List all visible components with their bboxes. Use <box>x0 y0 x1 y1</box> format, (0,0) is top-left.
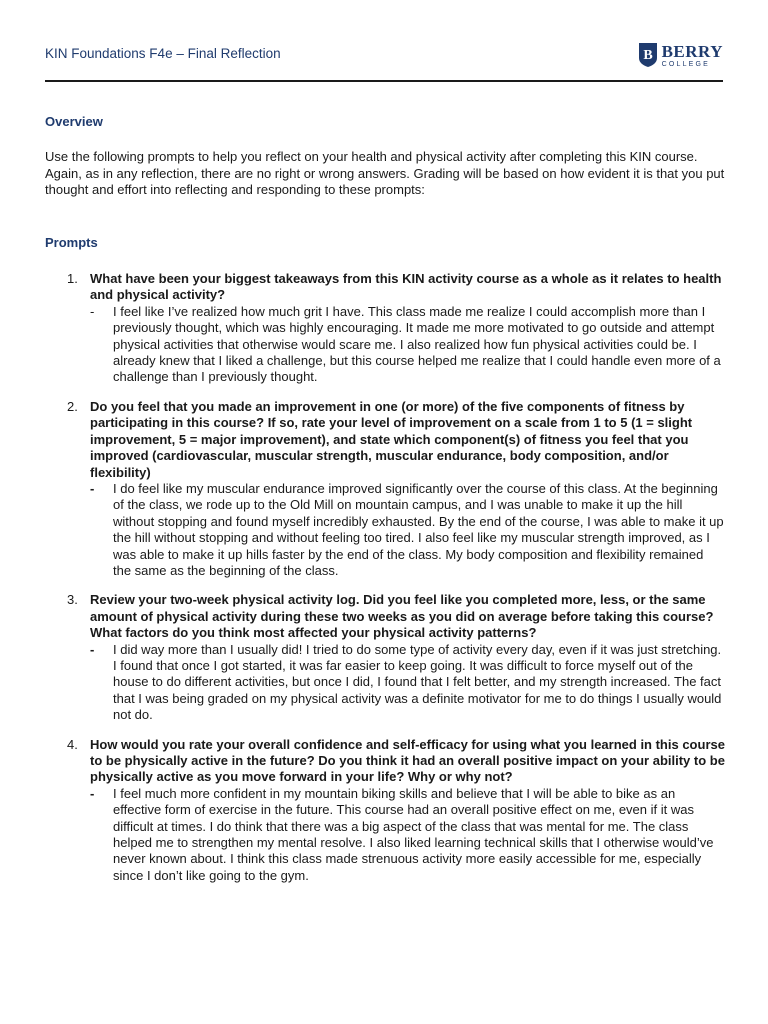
prompt-number: 2. <box>67 398 78 414</box>
prompt-answer <box>90 304 725 386</box>
prompt-item <box>45 737 725 885</box>
logo-name: BERRY <box>661 41 723 61</box>
answer-bullet: - <box>90 641 95 657</box>
prompt-number: 1. <box>67 271 78 287</box>
logo-letter: B <box>642 48 653 63</box>
shield-logo-icon <box>638 42 658 68</box>
prompt-question: Do you feel that you made an improvement in one (or more) of the five components of fitness by participating in this course? If so, rate your level of improvement on a scale from 1 to 5 (1 = slight improvement, 5 = major improvement), and state which component(s) of fitness you feel that you improved (cardiovascular, muscular strength, muscular endurance, body composition, and/or flexibility) <box>90 398 693 480</box>
prompt-question: What have been your biggest takeaways from this KIN activity course as a whole as it relates to health and physical activity? <box>90 271 722 303</box>
answer-bullet: - <box>90 480 95 496</box>
answer-text: I do feel like my muscular endurance improved significantly over the course of this class. At the beginning of the class, we rode up to the Old Mill on mountain campus, and I was unable to make it up the hill without stopping and found myself incredibly exhausted. By the end of the course, I was able to make it up the hill without stopping and without feeling too tired. I also feel like my muscular strength improved, as I was able to make it up hills faster by the end of the class. My body composition and flexibility remained the same as the beginning of the class. <box>113 480 724 578</box>
prompt-number: 4. <box>67 736 78 752</box>
answer-text: I did way more than I usually did! I tried to do some type of activity every day, even if it was just stretching. I found that once I got started, it was far easier to keep going. It was difficult to force myself out of the house to do different activities, but once I did, I found that I felt better, and my strength increased. The fact that I was being graded on my physical activity was a definite motivator for me to do things I usually would not do. <box>113 641 722 723</box>
prompt-answer <box>90 642 725 724</box>
overview-paragraph: Use the following prompts to help you reflect on your health and physical activity after completing this KIN course. Again, as in any reflection, there are no right or wrong answers. Grading will be based on how evident it is that you put thought and effort into reflecting and responding to these prompts: <box>45 149 725 198</box>
answer-bullet: - <box>90 303 95 319</box>
prompt-answer <box>90 786 725 884</box>
prompt-list <box>45 271 725 884</box>
prompt-item <box>45 592 725 723</box>
prompts-heading: Prompts <box>45 234 98 250</box>
overview-heading: Overview <box>45 114 103 129</box>
document-title: KIN Foundations F4e – Final Reflection <box>45 46 281 61</box>
berry-college-logo <box>638 41 723 69</box>
prompt-item <box>45 271 725 386</box>
page-header <box>45 38 723 82</box>
prompt-number: 3. <box>67 592 78 608</box>
prompt-item <box>45 399 725 579</box>
prompt-question: Review your two-week physical activity log. Did you feel like you completed more, less, or the same amount of physical activity during these two weeks as you did on average before taking this course? What factors do you think most affected your physical activity patterns? <box>90 592 714 641</box>
document-body <box>45 114 725 897</box>
prompt-answer <box>90 481 725 579</box>
prompt-question: How would you rate your overall confidence and self-efficacy for using what you learned in this course to be physically active in the future? Do you think it had an overall positive impact on your ability to be physically active as you move forward in your life? Why or why not? <box>90 736 725 785</box>
answer-text: I feel much more confident in my mountain biking skills and believe that I will be able to bike as an effective form of exercise in the future. This course had an overall positive effect on me, even if it was difficult at times. I do think that there was a big aspect of the class that was mental for me. The class helped me to strengthen my mental resolve. I also liked learning technical skills that I otherwise would’ve never known about. I think this class made strenuous activity more easily accessible for me, especially since I don’t like going to the gym. <box>113 785 714 883</box>
answer-text: I feel like I’ve realized how much grit I have. This class made me realize I could accomplish more than I previously thought, which was highly encouraging. It made me more motivated to go outside and attempt physical activities that otherwise would scare me. I also realized how fun physical activities could be. I already knew that I liked a challenge, but this course helped me realize that I could handle even more of a challenge than I previously thought. <box>113 303 721 385</box>
logo-subtitle: COLLEGE <box>661 60 711 68</box>
answer-bullet: - <box>90 785 95 801</box>
